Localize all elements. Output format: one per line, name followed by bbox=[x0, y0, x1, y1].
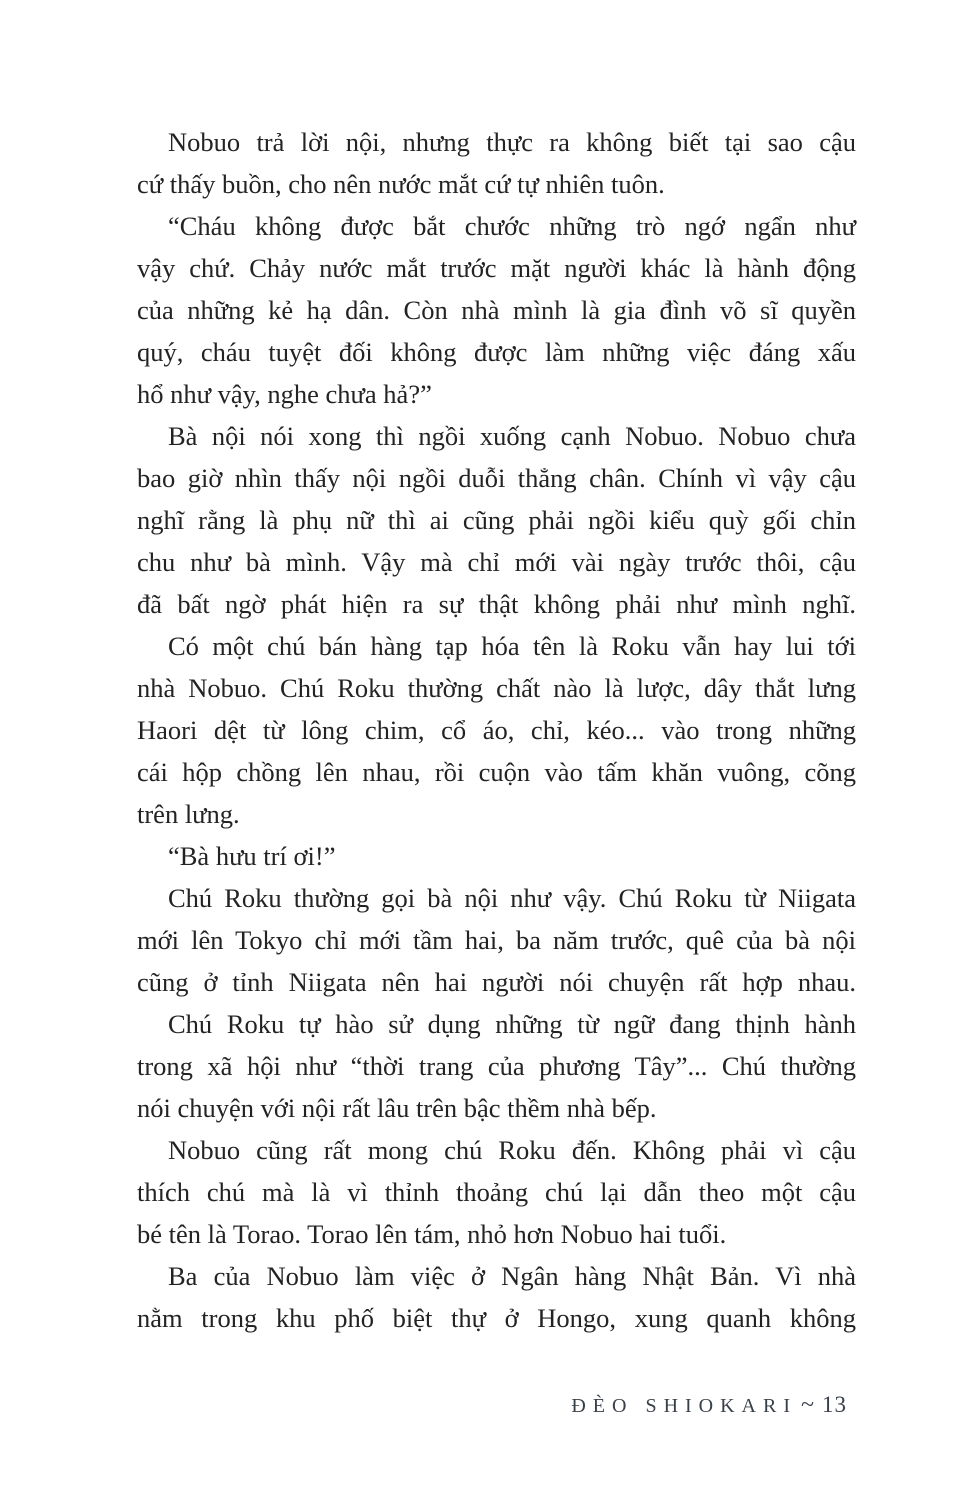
swung-dash-separator: ~ bbox=[801, 1392, 814, 1418]
text-line: “Bà hưu trí ơi!” bbox=[168, 841, 336, 871]
text-line: bao giờ nhìn thấy nội ngồi duỗi thẳng chân. Chính vì vậy cậu bbox=[137, 463, 856, 493]
text-line: thích chú mà là vì thỉnh thoảng chú lại dẫn theo một cậu bbox=[137, 1177, 856, 1207]
paragraph bbox=[137, 625, 856, 835]
page-number: 13 bbox=[822, 1392, 847, 1417]
text-line: Chú Roku tự hào sử dụng những từ ngữ đang thịnh hành bbox=[168, 1009, 856, 1039]
text-line: Có một chú bán hàng tạp hóa tên là Roku vẫn hay lui tới bbox=[168, 631, 856, 661]
text-line: mới lên Tokyo chỉ mới tầm hai, ba năm trước, quê của bà nội bbox=[137, 925, 856, 955]
text-line: “Cháu không được bắt chước những trò ngớ ngẩn như bbox=[168, 211, 856, 241]
text-line: bé tên là Torao. Torao lên tám, nhỏ hơn Nobuo hai tuổi. bbox=[137, 1219, 727, 1249]
running-footer-title: ĐÈO SHIOKARI bbox=[571, 1395, 798, 1417]
text-line: cũng ở tỉnh Niigata nên hai người nói chuyện rất hợp nhau. bbox=[137, 967, 856, 997]
text-line: nói chuyện với nội rất lâu trên bậc thềm nhà bếp. bbox=[137, 1093, 657, 1123]
text-line: cái hộp chồng lên nhau, rồi cuộn vào tấm khăn vuông, cõng bbox=[137, 757, 856, 787]
text-line: quý, cháu tuyệt đối không được làm những việc đáng xấu bbox=[137, 337, 856, 367]
text-line: cứ thấy buồn, cho nên nước mắt cứ tự nhiên tuôn. bbox=[137, 169, 665, 199]
text-line: Nobuo trả lời nội, nhưng thực ra không biết tại sao cậu bbox=[168, 127, 856, 157]
paragraph bbox=[137, 1255, 856, 1339]
text-line: trên lưng. bbox=[137, 799, 240, 829]
text-line: Bà nội nói xong thì ngồi xuống cạnh Nobuo. Nobuo chưa bbox=[168, 421, 856, 451]
text-line: nằm trong khu phố biệt thự ở Hongo, xung quanh không bbox=[137, 1303, 856, 1333]
text-line: Nobuo cũng rất mong chú Roku đến. Không phải vì cậu bbox=[168, 1135, 856, 1165]
text-line: trong xã hội như “thời trang của phương Tây”... Chú thường bbox=[137, 1051, 856, 1081]
paragraph bbox=[137, 1129, 856, 1255]
text-line: Chú Roku thường gọi bà nội như vậy. Chú Roku từ Niigata bbox=[168, 883, 856, 913]
paragraph bbox=[137, 877, 856, 1003]
paragraph bbox=[137, 1003, 856, 1129]
paragraph bbox=[137, 835, 856, 877]
text-line: nghĩ rằng là phụ nữ thì ai cũng phải ngồi kiểu quỳ gối chỉn bbox=[137, 505, 856, 535]
text-line: đã bất ngờ phát hiện ra sự thật không phải như mình nghĩ. bbox=[137, 589, 856, 619]
text-line: của những kẻ hạ dân. Còn nhà mình là gia đình võ sĩ quyền bbox=[137, 295, 856, 325]
text-line: vậy chứ. Chảy nước mắt trước mặt người khác là hành động bbox=[137, 253, 856, 283]
paragraph bbox=[137, 415, 856, 625]
page-text bbox=[137, 121, 856, 1339]
text-line: hổ như vậy, nghe chưa hả?” bbox=[137, 379, 432, 409]
paragraph bbox=[137, 121, 856, 205]
text-line: nhà Nobuo. Chú Roku thường chất nào là lược, dây thắt lưng bbox=[137, 673, 856, 703]
text-line: Haori dệt từ lông chim, cổ áo, chỉ, kéo... vào trong những bbox=[137, 715, 856, 745]
page-footer bbox=[571, 1392, 847, 1419]
paragraph bbox=[137, 205, 856, 415]
text-line: chu như bà mình. Vậy mà chỉ mới vài ngày trước thôi, cậu bbox=[137, 547, 856, 577]
text-line: Ba của Nobuo làm việc ở Ngân hàng Nhật Bản. Vì nhà bbox=[168, 1261, 856, 1291]
